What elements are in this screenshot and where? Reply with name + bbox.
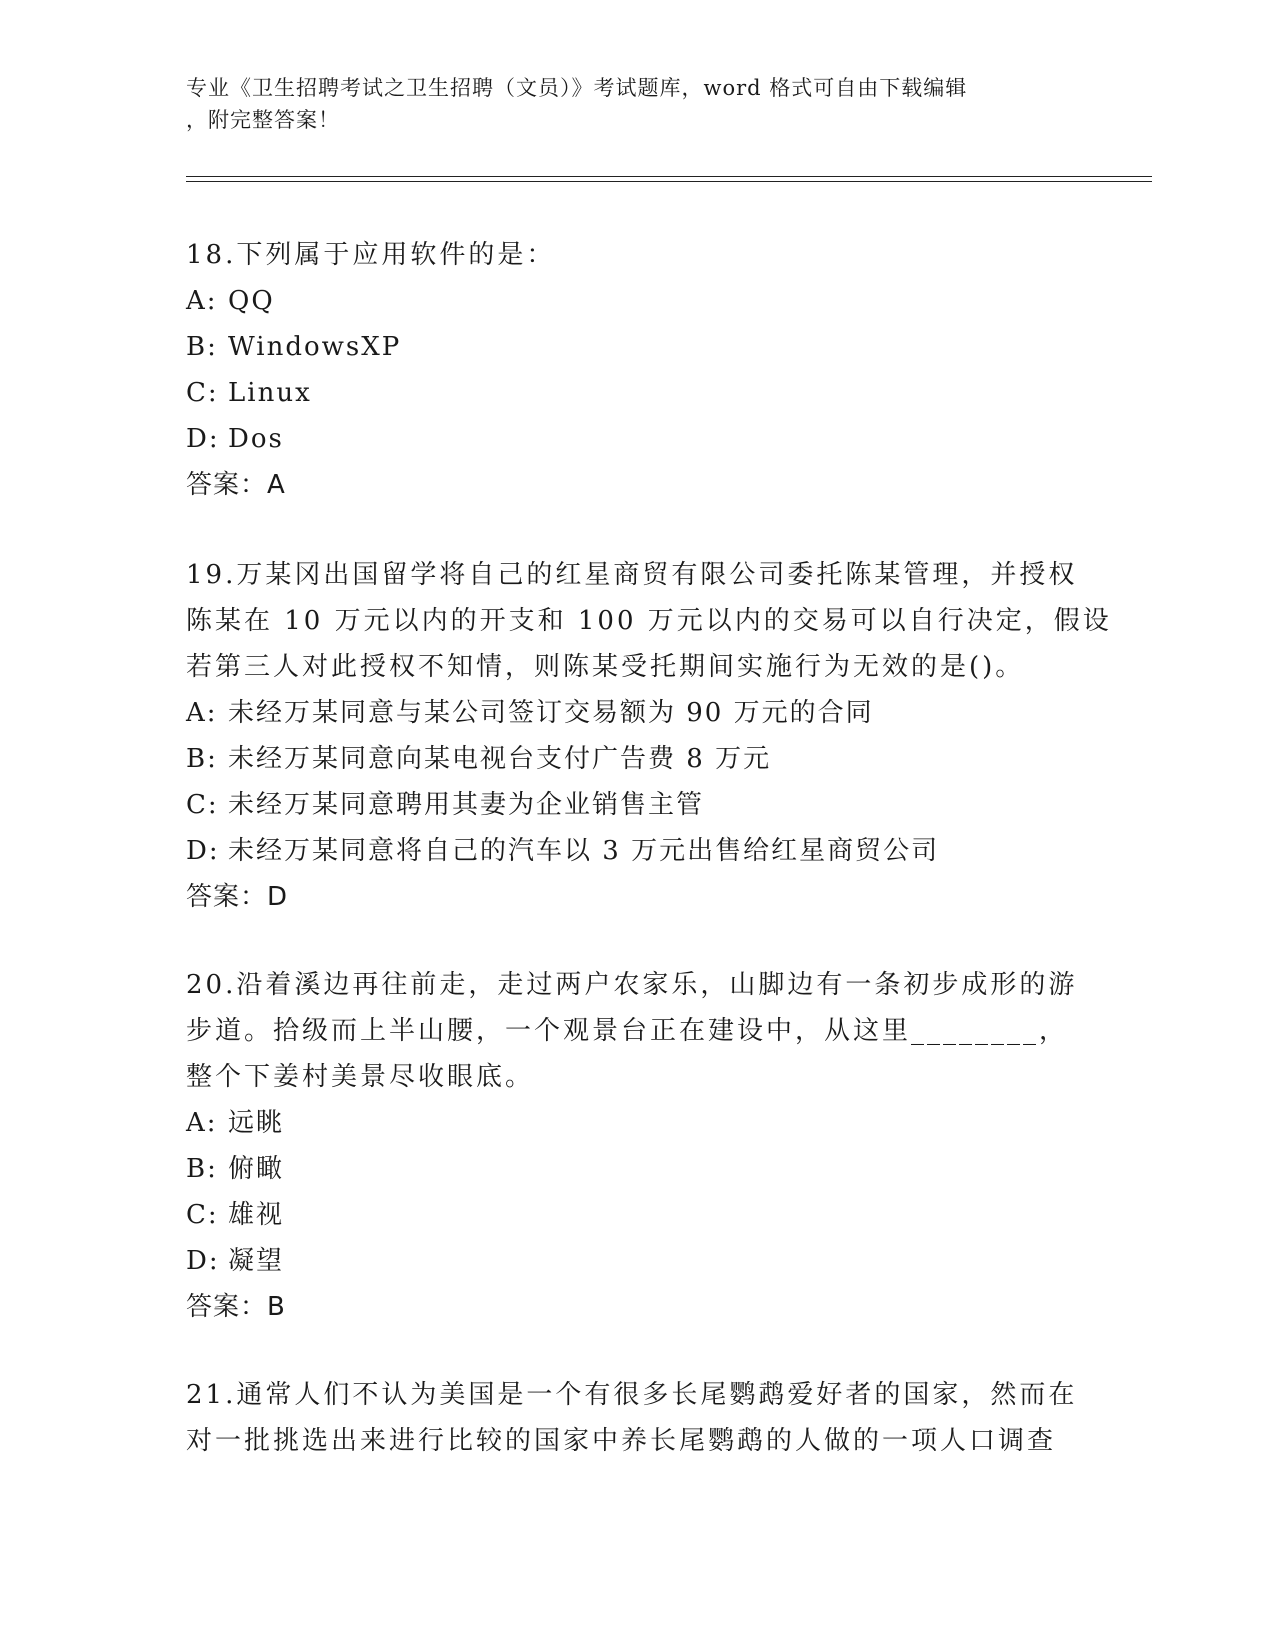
header-line-1: 专业《卫生招聘考试之卫生招聘（文员）》考试题库，word 格式可自由下载编辑 [186, 76, 968, 100]
option-a [186, 278, 1086, 324]
option-text: 凝望 [228, 1246, 285, 1276]
option-text: Dos [228, 424, 284, 454]
question-text: 整个下姜村美景尽收眼底。 [186, 1062, 535, 1092]
option-letter: D: [186, 836, 220, 866]
option-c [186, 782, 1086, 828]
answer: 答案：B [186, 1292, 286, 1322]
option-letter: C: [186, 1200, 219, 1230]
question-text: 19.万某冈出国留学将自己的红星商贸有限公司委托陈某管理，并授权 [186, 560, 1078, 590]
option-text: 雄视 [228, 1200, 285, 1230]
option-letter: D: [186, 424, 220, 454]
question-text: 20.沿着溪边再往前走，走过两户农家乐，山脚边有一条初步成形的游 [186, 970, 1078, 1000]
header-line-2: ，附完整答案！ [186, 108, 340, 132]
option-text: QQ [228, 286, 275, 316]
question-text: 步道。拾级而上半山腰，一个观景台正在建设中，从这里________， [186, 1016, 1069, 1046]
option-d [186, 1238, 1086, 1284]
option-c [186, 370, 1086, 416]
option-a [186, 1100, 1086, 1146]
option-text: 未经万某同意聘用其妻为企业销售主管 [228, 790, 705, 820]
option-letter: B: [186, 744, 218, 774]
option-letter: B: [186, 1154, 218, 1184]
answer: 答案：D [186, 882, 289, 912]
question-18 [186, 232, 1086, 508]
question-text: 18.下列属于应用软件的是： [186, 240, 556, 270]
question-20 [186, 962, 1086, 1330]
option-text: Linux [228, 378, 312, 408]
option-text: 远眺 [228, 1108, 285, 1138]
option-text: 未经万某同意将自己的汽车以 3 万元出售给红星商贸公司 [228, 836, 940, 866]
option-b [186, 736, 1086, 782]
option-letter: A: [186, 698, 218, 728]
option-letter: C: [186, 378, 219, 408]
option-b [186, 1146, 1086, 1192]
option-text: 未经万某同意与某公司签订交易额为 90 万元的合同 [228, 698, 874, 728]
question-21 [186, 1372, 1086, 1464]
option-letter: B: [186, 332, 218, 362]
option-a [186, 690, 1086, 736]
option-b [186, 324, 1086, 370]
document-header [186, 72, 1066, 136]
option-d [186, 828, 1086, 874]
answer: 答案：A [186, 470, 286, 500]
question-text: 21.通常人们不认为美国是一个有很多长尾鹦鹉爱好者的国家，然而在 [186, 1380, 1078, 1410]
option-d [186, 416, 1086, 462]
question-text: 陈某在 10 万元以内的开支和 100 万元以内的交易可以自行决定，假设 [186, 606, 1112, 636]
question-text: 对一批挑选出来进行比较的国家中养长尾鹦鹉的人做的一项人口调查 [186, 1426, 1057, 1456]
option-letter: A: [186, 1108, 218, 1138]
option-text: 未经万某同意向某电视台支付广告费 8 万元 [228, 744, 772, 774]
header-divider-bottom [186, 181, 1152, 182]
option-text: WindowsXP [228, 332, 402, 362]
option-letter: C: [186, 790, 219, 820]
option-c [186, 1192, 1086, 1238]
option-letter: D: [186, 1246, 220, 1276]
question-19 [186, 552, 1112, 920]
option-letter: A: [186, 286, 218, 316]
option-text: 俯瞰 [228, 1154, 285, 1184]
header-divider-top [186, 176, 1152, 177]
question-text: 若第三人对此授权不知情，则陈某受托期间实施行为无效的是()。 [186, 652, 1025, 682]
